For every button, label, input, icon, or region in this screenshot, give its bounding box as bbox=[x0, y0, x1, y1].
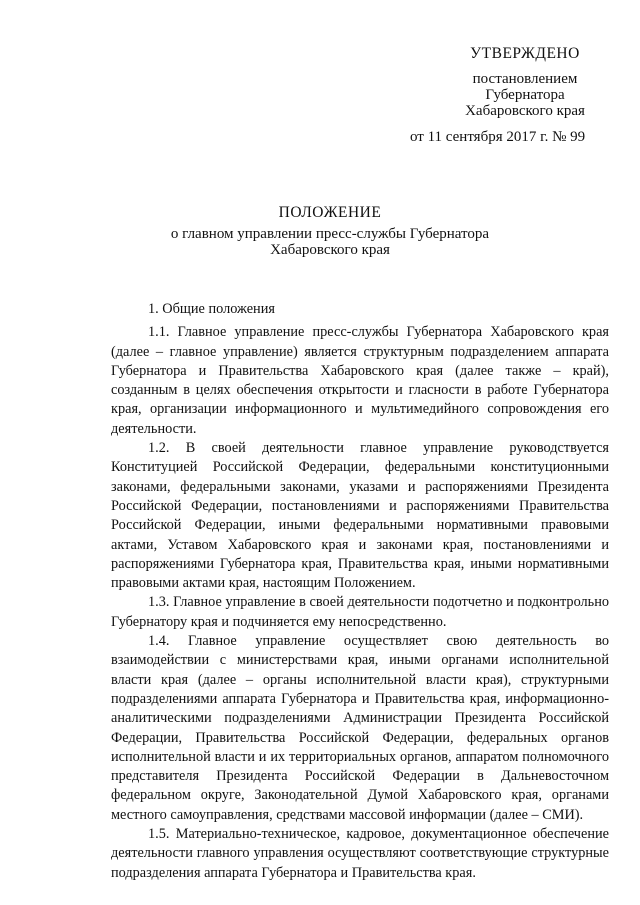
approval-block bbox=[400, 46, 620, 145]
document-title bbox=[40, 205, 620, 258]
title-sub-line-2: Хабаровского края bbox=[270, 242, 390, 258]
title-main: ПОЛОЖЕНИЕ bbox=[278, 204, 382, 221]
approval-authority-2: Хабаровского края bbox=[465, 103, 585, 119]
document-body bbox=[111, 300, 609, 883]
section-heading: 1. Общие положения bbox=[148, 301, 275, 317]
paragraph-1-1: 1.1. Главное управление пресс-службы Губернатора Хабаровского края (далее – главное управление) является структурным подразделением аппарата Губернатора и Правительства Хабаровского края (далее также – край), созданным в целях обеспечения открытости и гласности в работе Губернатора края, организации информационного и мультимедийного сопровождения его деятельности. bbox=[111, 324, 609, 437]
approval-date-number: от 11 сентября 2017 г. № 99 bbox=[410, 129, 586, 145]
approval-by: постановлением bbox=[472, 71, 578, 87]
approval-authority-1: Губернатора bbox=[485, 87, 565, 103]
paragraph-1-2: 1.2. В своей деятельности главное управление руководствуется Конституцией Российской Федерации, федеральными конституционными законами, федеральными законами, указами и распоряжениями Президента Российской Федерации, постановлениями и распоряжениями Правительства Российской Федерации, иными федеральными нормативными правовыми актами, Уставом Хабаровского края и законами края, постановлениями и распоряжениями Губернатора края, Правительства края, иными нормативными правовыми актами края, настоящим Положением. bbox=[111, 440, 609, 592]
paragraph-1-3: 1.3. Главное управление в своей деятельности подотчетно и подконтрольно Губернатору края и подчиняется ему непосредственно. bbox=[111, 594, 609, 630]
approval-stamp: УТВЕРЖДЕНО bbox=[470, 45, 580, 62]
paragraph-1-5: 1.5. Материально-техническое, кадровое, документационное обеспечение деятельности главного управления осуществляют соответствующие структурные подразделения аппарата Губернатора и Правительства края. bbox=[111, 826, 609, 881]
paragraph-1-4: 1.4. Главное управление осуществляет свою деятельность во взаимодействии с министерствами края, иными органами исполнительной власти края (далее – органы исполнительной власти края), структурными подразделениями аппарата Губернатора и Правительства края, информационно-аналитическими подразделениями Администрации Президента Российской Федерации, Правительства Российской Федерации, федеральных органов исполнительной власти и их территориальных органов, аппаратом полномочного представителя Президента Российской Федерации в Дальневосточном федеральном округе, Законодательной Думой Хабаровского края, органами местного самоуправления, средствами массовой информации (далее – СМИ). bbox=[111, 633, 609, 823]
title-sub-line-1: о главном управлении пресс-службы Губернатора bbox=[170, 226, 490, 242]
